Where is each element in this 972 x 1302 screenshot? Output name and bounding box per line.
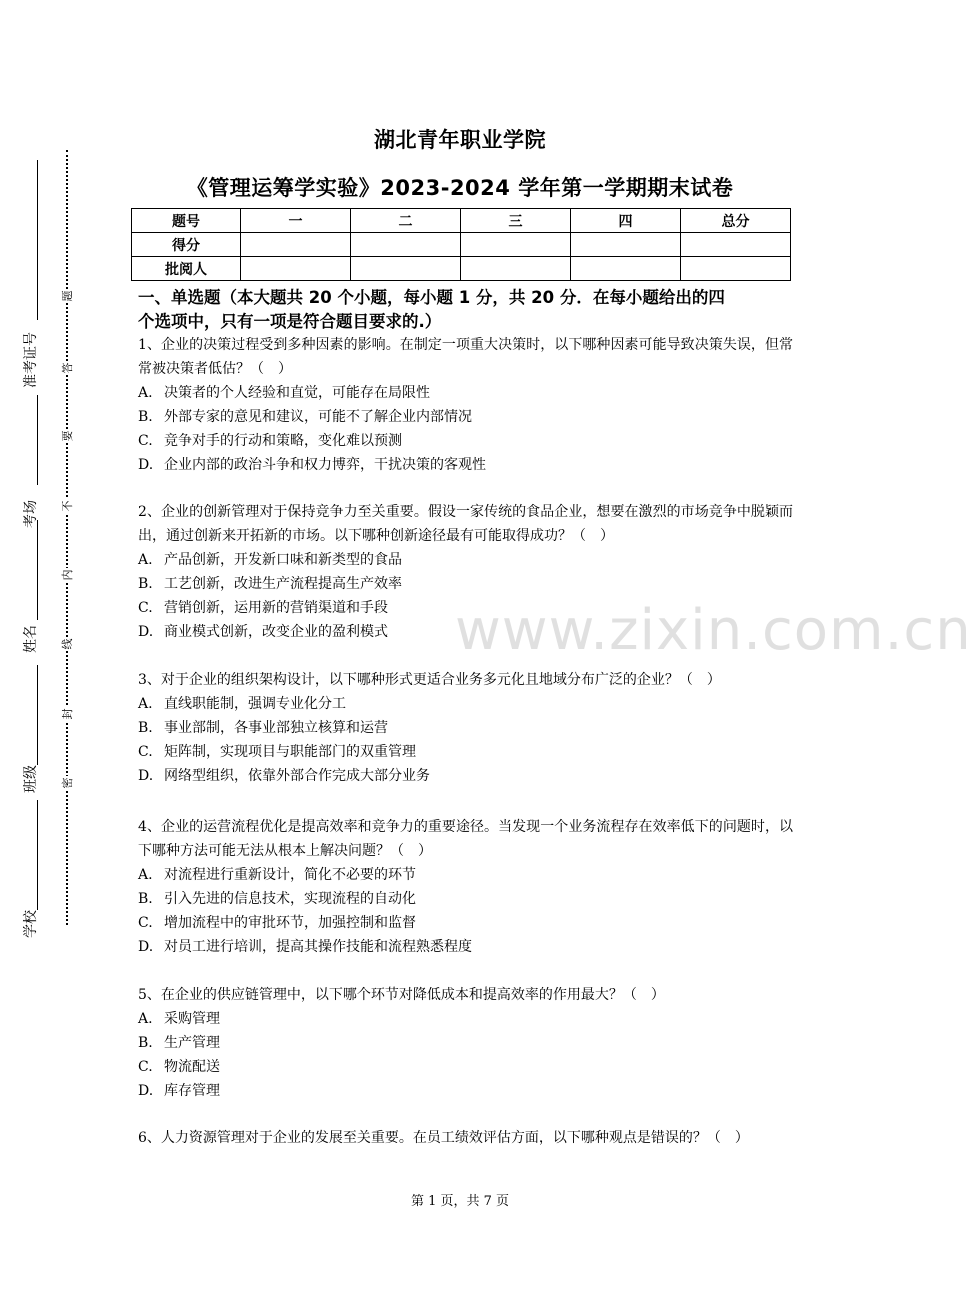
option-d[interactable] — [138, 935, 793, 959]
row-label: 得分 — [132, 233, 241, 257]
option-key: C. — [138, 744, 153, 760]
option-text: 库存管理 — [164, 1083, 220, 1099]
seal-char: 线 — [61, 638, 74, 650]
option-a[interactable] — [138, 692, 793, 716]
option-b[interactable] — [138, 1031, 793, 1055]
header-cell: 题号 — [132, 209, 241, 233]
option-b[interactable] — [138, 716, 793, 740]
option-key: D. — [138, 457, 154, 473]
grader-cell[interactable] — [461, 257, 571, 281]
option-c[interactable] — [138, 596, 793, 620]
question-stem: 1、企业的决策过程受到多种因素的影响。在制定一项重大决策时，以下哪种因素可能导致决策失误，但常常被决策者低估？（ ） — [138, 337, 793, 377]
section-heading — [138, 286, 798, 334]
blank-line-school — [37, 800, 38, 910]
option-c[interactable] — [138, 429, 793, 453]
option-a[interactable] — [138, 548, 793, 572]
option-key: D. — [138, 939, 154, 955]
option-text: 营销创新，运用新的营销渠道和手段 — [164, 600, 388, 616]
option-key: D. — [138, 1083, 154, 1099]
option-key: C. — [138, 1059, 153, 1075]
option-text: 商业模式创新，改变企业的盈利模式 — [164, 624, 388, 640]
option-text: 外部专家的意见和建议，可能不了解企业内部情况 — [164, 409, 472, 425]
option-text: 引入先进的信息技术，实现流程的自动化 — [164, 891, 416, 907]
option-text: 网络型组织，依靠外部合作完成大部分业务 — [164, 768, 430, 784]
option-text: 对流程进行重新设计，简化不必要的环节 — [164, 867, 416, 883]
option-text: 增加流程中的审批环节，加强控制和监督 — [164, 915, 416, 931]
option-text: 产品创新，开发新口味和新类型的食品 — [164, 552, 402, 568]
option-text: 企业内部的政治斗争和权力博弈，干扰决策的客观性 — [164, 457, 486, 473]
option-a[interactable] — [138, 1007, 793, 1031]
header-cell: 三 — [461, 209, 571, 233]
option-key: B. — [138, 720, 153, 736]
option-d[interactable] — [138, 620, 793, 644]
option-key: A. — [138, 1011, 153, 1027]
seal-line — [66, 150, 68, 925]
option-key: C. — [138, 433, 153, 449]
grader-row — [132, 257, 791, 281]
option-c[interactable] — [138, 1055, 793, 1079]
option-text: 事业部制，各事业部独立核算和运营 — [164, 720, 388, 736]
label-class: 班级 — [23, 765, 39, 793]
section-heading-line: 一、单选题（本大题共 20 个小题，每小题 1 分，共 20 分．在每小题给出的四 — [138, 288, 725, 307]
score-cell[interactable] — [241, 233, 351, 257]
grader-cell[interactable] — [681, 257, 791, 281]
paper-title: 《管理运筹学实验》2023-2024 学年第一学期期末试卷 — [186, 176, 734, 200]
option-b[interactable] — [138, 405, 793, 429]
question-3 — [138, 668, 793, 788]
school-name: 湖北青年职业学院 — [374, 128, 546, 152]
row-label: 批阅人 — [132, 257, 241, 281]
option-key: B. — [138, 576, 153, 592]
header-cell: 一 — [241, 209, 351, 233]
question-5 — [138, 983, 793, 1103]
grader-cell[interactable] — [351, 257, 461, 281]
question-stem: 5、在企业的供应链管理中，以下哪个环节对降低成本和提高效率的作用最大？（ ） — [138, 987, 665, 1003]
score-table — [131, 208, 791, 281]
option-text: 采购管理 — [164, 1011, 220, 1027]
option-d[interactable] — [138, 453, 793, 477]
score-cell[interactable] — [681, 233, 791, 257]
option-d[interactable] — [138, 1079, 793, 1103]
score-cell[interactable] — [351, 233, 461, 257]
header-cell: 总分 — [681, 209, 791, 233]
score-cell[interactable] — [461, 233, 571, 257]
section-heading-line: 个选项中，只有一项是符合题目要求的.） — [138, 312, 442, 331]
label-name: 姓名 — [23, 625, 39, 653]
option-text: 决策者的个人经验和直觉，可能存在局限性 — [164, 385, 430, 401]
score-cell[interactable] — [571, 233, 681, 257]
grader-cell[interactable] — [241, 257, 351, 281]
seal-char: 题 — [61, 290, 74, 302]
option-a[interactable] — [138, 863, 793, 887]
question-stem: 2、企业的创新管理对于保持竞争力至关重要。假设一家传统的食品企业，想要在激烈的市场竞争中脱颖而出，通过创新来开拓新的市场。以下哪种创新途径最有可能取得成功？（ ） — [138, 504, 793, 544]
option-key: B. — [138, 1035, 153, 1051]
page-footer: 第 1 页，共 7 页 — [410, 1194, 510, 1209]
seal-char: 答 — [61, 362, 74, 374]
label-exam-room: 考场 — [23, 500, 39, 528]
option-text: 物流配送 — [164, 1059, 220, 1075]
blank-line-name — [37, 520, 38, 620]
label-school: 学校 — [23, 910, 39, 938]
option-key: B. — [138, 891, 153, 907]
option-key: C. — [138, 915, 153, 931]
option-key: A. — [138, 385, 153, 401]
option-key: D. — [138, 768, 154, 784]
option-text: 直线职能制，强调专业化分工 — [164, 696, 346, 712]
question-6 — [138, 1126, 793, 1150]
option-a[interactable] — [138, 381, 793, 405]
seal-char: 密 — [61, 777, 74, 789]
option-text: 生产管理 — [164, 1035, 220, 1051]
option-text: 矩阵制，实现项目与职能部门的双重管理 — [164, 744, 416, 760]
grader-cell[interactable] — [571, 257, 681, 281]
option-c[interactable] — [138, 740, 793, 764]
question-stem: 4、企业的运营流程优化是提高效率和竞争力的重要途径。当发现一个业务流程存在效率低下的问题时，以下哪种方法可能无法从根本上解决问题？（ ） — [138, 819, 793, 859]
option-key: A. — [138, 867, 153, 883]
option-key: A. — [138, 696, 153, 712]
score-table-header-row — [132, 209, 791, 233]
header-cell: 四 — [571, 209, 681, 233]
watermark: www.zixin.com.cn — [455, 598, 972, 663]
option-text: 对员工进行培训，提高其操作技能和流程熟悉程度 — [164, 939, 472, 955]
question-2 — [138, 500, 793, 644]
option-d[interactable] — [138, 764, 793, 788]
blank-line-class — [37, 665, 38, 765]
question-1 — [138, 333, 793, 477]
option-text: 工艺创新，改进生产流程提高生产效率 — [164, 576, 402, 592]
option-key: C. — [138, 600, 153, 616]
option-key: D. — [138, 624, 154, 640]
seal-char: 内 — [61, 569, 74, 581]
blank-line-room — [37, 395, 38, 485]
option-text: 竞争对手的行动和策略，变化难以预测 — [164, 433, 402, 449]
label-exam-id: 准考证号 — [23, 332, 39, 388]
option-key: B. — [138, 409, 153, 425]
seal-char: 要 — [61, 430, 74, 442]
question-4 — [138, 815, 793, 959]
option-b[interactable] — [138, 572, 793, 596]
question-stem: 3、对于企业的组织架构设计，以下哪种形式更适合业务多元化且地域分布广泛的企业？（ ） — [138, 672, 721, 688]
header-cell: 二 — [351, 209, 461, 233]
question-stem: 6、人力资源管理对于企业的发展至关重要。在员工绩效评估方面，以下哪种观点是错误的？（ ） — [138, 1130, 749, 1146]
seal-char: 不 — [61, 500, 74, 512]
option-b[interactable] — [138, 887, 793, 911]
seal-char: 封 — [61, 708, 74, 720]
option-c[interactable] — [138, 911, 793, 935]
score-row — [132, 233, 791, 257]
option-key: A. — [138, 552, 153, 568]
